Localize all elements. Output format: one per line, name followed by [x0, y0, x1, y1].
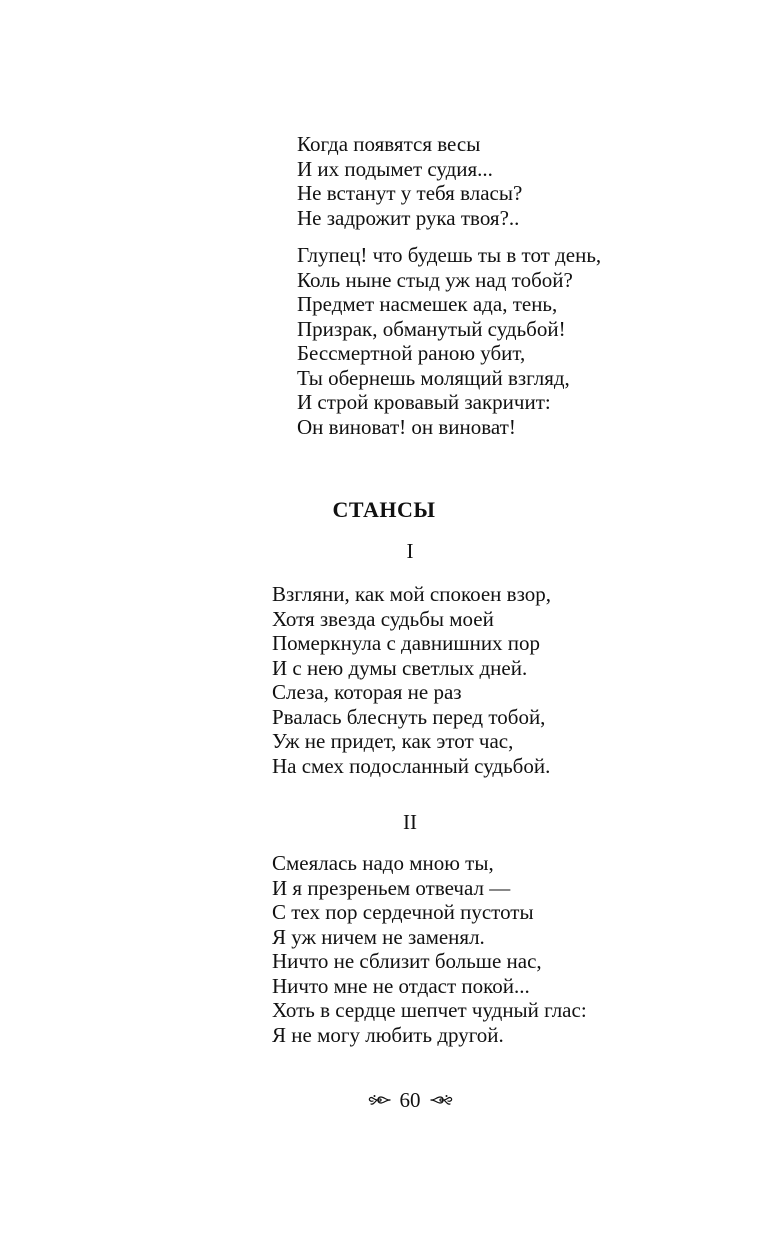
poem-line: И с нею думы светлых дней. — [272, 655, 528, 680]
poem-line: Смеялась надо мною ты, — [272, 851, 494, 875]
poem-line: Коль ныне стыд уж над тобой? — [297, 267, 573, 292]
poem-line: Взгляни, как мой спокоен взор, — [272, 582, 551, 606]
poem-line: С тех пор сердечной пустоты — [272, 900, 534, 924]
fleuron-left-icon — [368, 1092, 392, 1108]
poem-line: Призрак, обманутый судьбой! — [297, 316, 566, 341]
poem-line: Хотя звезда судьбы моей — [272, 606, 494, 631]
poem-line: Я уж ничем не заменял. — [272, 924, 485, 949]
poem-line: Не встанут у тебя власы? — [297, 181, 523, 205]
poem-line: Не задрожит рука твоя?.. — [297, 205, 520, 230]
poem-line: Уж не придет, как этот час, — [272, 729, 514, 753]
poem-line: Предмет насмешек ада, тень, — [297, 292, 558, 316]
poem-line: Бессмертной раною убит, — [297, 341, 526, 365]
poem-line: Ничто не сблизит больше нас, — [272, 949, 542, 973]
poem-line: Померкнула с давнишних пор — [272, 631, 541, 655]
section-numeral-2: II — [403, 810, 417, 834]
poem-line: Ничто мне не отдаст покой... — [272, 973, 530, 998]
stanza-4 — [272, 851, 587, 1047]
fleuron-right-icon — [429, 1092, 453, 1108]
poem-line: Когда появятся весы — [297, 132, 481, 156]
page-footer — [0, 1088, 768, 1112]
poem-line: Слеза, которая не раз — [272, 680, 462, 704]
poem-line: Хоть в сердце шепчет чудный глас: — [272, 998, 587, 1022]
poem-line: Он виноват! он виноват! — [297, 414, 516, 439]
poem-line: Я не могу любить другой. — [272, 1022, 504, 1047]
poem-line: Глупец! что будешь ты в тот день, — [297, 243, 602, 267]
poem-line: Ты обернешь молящий взгляд, — [297, 365, 570, 390]
stanza-2 — [297, 243, 601, 439]
section-numeral-1: I — [406, 539, 414, 563]
poem-line: Рвалась блеснуть перед тобой, — [272, 704, 546, 729]
poem-line: На смех подосланный судьбой. — [272, 753, 551, 778]
page-number: 60 — [399, 1088, 421, 1112]
poem-title: СТАНСЫ — [332, 497, 436, 522]
poem-line: И их подымет судия... — [297, 156, 493, 181]
poem-line: И строй кровавый закричит: — [297, 390, 551, 414]
stanza-3 — [272, 582, 551, 778]
poem-line: И я презреньем отвечал — — [272, 875, 511, 900]
stanza-1 — [297, 132, 522, 230]
